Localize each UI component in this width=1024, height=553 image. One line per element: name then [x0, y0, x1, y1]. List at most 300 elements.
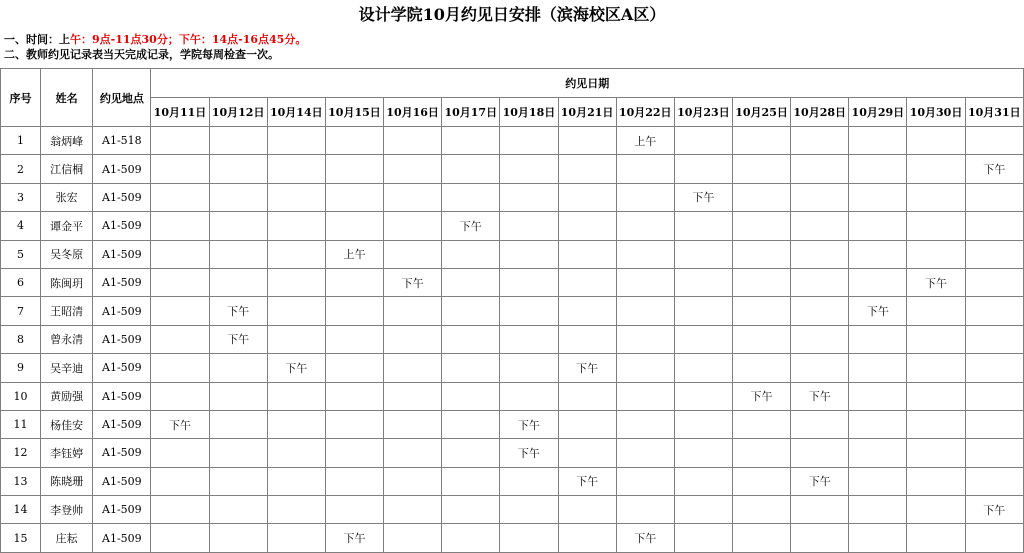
note-time: [4, 33, 306, 47]
cell-slot[interactable]: [849, 240, 907, 268]
cell-name[interactable]: 江信桐: [41, 155, 93, 183]
cell-slot[interactable]: [558, 325, 616, 353]
cell-slot[interactable]: [500, 297, 558, 325]
date-header-cell[interactable]: 10月18日: [500, 98, 558, 127]
cell-slot[interactable]: [267, 496, 325, 524]
cell-slot[interactable]: [151, 382, 209, 410]
cell-name[interactable]: 王昭清: [41, 297, 93, 325]
cell-slot[interactable]: [151, 467, 209, 495]
cell-slot[interactable]: [616, 382, 674, 410]
cell-slot[interactable]: 下午: [907, 268, 965, 296]
cell-slot[interactable]: [965, 183, 1023, 211]
cell-location[interactable]: A1-509: [93, 496, 151, 524]
cell-slot[interactable]: [732, 325, 790, 353]
date-header-cell[interactable]: 10月21日: [558, 98, 616, 127]
cell-slot[interactable]: 下午: [442, 212, 500, 240]
cell-slot[interactable]: [849, 410, 907, 438]
cell-slot[interactable]: [616, 155, 674, 183]
cell-location[interactable]: A1-509: [93, 212, 151, 240]
cell-slot[interactable]: 上午: [616, 127, 674, 155]
cell-slot[interactable]: [732, 212, 790, 240]
cell-slot[interactable]: [849, 354, 907, 382]
cell-slot[interactable]: [732, 297, 790, 325]
cell-slot[interactable]: [616, 439, 674, 467]
cell-slot[interactable]: [558, 240, 616, 268]
cell-slot[interactable]: 下午: [384, 268, 442, 296]
cell-slot[interactable]: [907, 240, 965, 268]
cell-index[interactable]: 11: [1, 410, 41, 438]
table-row: [1, 268, 1024, 296]
cell-slot[interactable]: 下午: [558, 467, 616, 495]
cell-slot[interactable]: [151, 439, 209, 467]
cell-slot[interactable]: [965, 354, 1023, 382]
cell-slot[interactable]: [732, 127, 790, 155]
cell-slot[interactable]: [151, 297, 209, 325]
date-header-cell[interactable]: 10月12日: [209, 98, 267, 127]
cell-slot[interactable]: 下午: [500, 439, 558, 467]
cell-location[interactable]: A1-518: [93, 127, 151, 155]
cell-slot[interactable]: [907, 496, 965, 524]
cell-slot[interactable]: [151, 240, 209, 268]
cell-slot[interactable]: [791, 439, 849, 467]
cell-slot[interactable]: [791, 496, 849, 524]
cell-slot[interactable]: [267, 439, 325, 467]
cell-slot[interactable]: [732, 467, 790, 495]
cell-slot[interactable]: [267, 155, 325, 183]
date-header-cell[interactable]: 10月30日: [907, 98, 965, 127]
cell-slot[interactable]: 下午: [558, 354, 616, 382]
cell-slot[interactable]: [209, 524, 267, 552]
cell-slot[interactable]: [267, 325, 325, 353]
cell-slot[interactable]: [791, 212, 849, 240]
cell-slot[interactable]: [442, 127, 500, 155]
cell-slot[interactable]: [965, 268, 1023, 296]
cell-slot[interactable]: [558, 524, 616, 552]
sheet-title: 设计学院10月约见日安排（滨海校区A区）: [358, 5, 666, 24]
header-location[interactable]: 约见地点: [93, 69, 151, 127]
cell-slot[interactable]: [442, 325, 500, 353]
cell-slot[interactable]: [500, 268, 558, 296]
cell-name[interactable]: 谭金平: [41, 212, 93, 240]
cell-slot[interactable]: [151, 496, 209, 524]
cell-slot[interactable]: [209, 354, 267, 382]
cell-slot[interactable]: [907, 524, 965, 552]
cell-slot[interactable]: [442, 297, 500, 325]
cell-slot[interactable]: [907, 297, 965, 325]
cell-index[interactable]: 3: [1, 183, 41, 211]
cell-slot[interactable]: [209, 212, 267, 240]
cell-index[interactable]: 9: [1, 354, 41, 382]
date-header-row: [1, 98, 1024, 127]
cell-slot[interactable]: [907, 467, 965, 495]
cell-slot[interactable]: [732, 496, 790, 524]
cell-slot[interactable]: [500, 467, 558, 495]
cell-slot[interactable]: [616, 240, 674, 268]
cell-slot[interactable]: [442, 467, 500, 495]
date-header-cell[interactable]: 10月25日: [732, 98, 790, 127]
cell-slot[interactable]: [849, 325, 907, 353]
cell-slot[interactable]: [849, 183, 907, 211]
cell-slot[interactable]: [500, 524, 558, 552]
cell-slot[interactable]: [907, 155, 965, 183]
header-index[interactable]: 序号: [1, 69, 41, 127]
cell-slot[interactable]: [791, 354, 849, 382]
cell-location[interactable]: A1-509: [93, 268, 151, 296]
cell-slot[interactable]: [732, 524, 790, 552]
cell-slot[interactable]: [442, 496, 500, 524]
cell-slot[interactable]: [674, 382, 732, 410]
cell-name[interactable]: 李登帅: [41, 496, 93, 524]
cell-location[interactable]: A1-509: [93, 325, 151, 353]
cell-slot[interactable]: [849, 268, 907, 296]
header-dates-group[interactable]: 约见日期: [151, 69, 1024, 98]
cell-slot[interactable]: [965, 439, 1023, 467]
cell-slot[interactable]: [674, 325, 732, 353]
cell-slot[interactable]: [442, 382, 500, 410]
cell-slot[interactable]: [674, 524, 732, 552]
cell-slot[interactable]: [558, 155, 616, 183]
cell-slot[interactable]: [384, 524, 442, 552]
cell-slot[interactable]: [151, 155, 209, 183]
table-row: [1, 297, 1024, 325]
cell-slot[interactable]: [558, 183, 616, 211]
cell-slot[interactable]: [384, 496, 442, 524]
cell-slot[interactable]: [384, 240, 442, 268]
cell-slot[interactable]: [384, 354, 442, 382]
cell-slot[interactable]: 下午: [965, 155, 1023, 183]
cell-name[interactable]: 李钰婷: [41, 439, 93, 467]
cell-slot[interactable]: [209, 439, 267, 467]
cell-slot[interactable]: [209, 496, 267, 524]
cell-slot[interactable]: [384, 297, 442, 325]
cell-slot[interactable]: 下午: [151, 410, 209, 438]
cell-slot[interactable]: [442, 410, 500, 438]
cell-slot[interactable]: [907, 325, 965, 353]
date-header-cell[interactable]: 10月28日: [791, 98, 849, 127]
cell-slot[interactable]: [325, 268, 383, 296]
cell-name[interactable]: 陈闽玥: [41, 268, 93, 296]
cell-slot[interactable]: [849, 524, 907, 552]
cell-index[interactable]: 2: [1, 155, 41, 183]
date-header-cell[interactable]: 10月31日: [965, 98, 1023, 127]
cell-name[interactable]: 吴冬原: [41, 240, 93, 268]
cell-slot[interactable]: [674, 297, 732, 325]
cell-slot[interactable]: [325, 212, 383, 240]
cell-slot[interactable]: [558, 382, 616, 410]
cell-slot[interactable]: [151, 354, 209, 382]
date-header-cell[interactable]: 10月29日: [849, 98, 907, 127]
cell-slot[interactable]: [384, 467, 442, 495]
cell-slot[interactable]: 下午: [849, 297, 907, 325]
cell-location[interactable]: A1-509: [93, 410, 151, 438]
date-header-cell[interactable]: 10月22日: [616, 98, 674, 127]
cell-slot[interactable]: [907, 410, 965, 438]
cell-slot[interactable]: [209, 382, 267, 410]
cell-location[interactable]: A1-509: [93, 467, 151, 495]
cell-slot[interactable]: [674, 155, 732, 183]
cell-name[interactable]: 吴辛迪: [41, 354, 93, 382]
cell-slot[interactable]: [558, 410, 616, 438]
cell-slot[interactable]: [907, 354, 965, 382]
cell-slot[interactable]: [791, 410, 849, 438]
cell-slot[interactable]: [732, 410, 790, 438]
cell-slot[interactable]: [965, 127, 1023, 155]
cell-slot[interactable]: [965, 382, 1023, 410]
cell-name[interactable]: 庄耘: [41, 524, 93, 552]
cell-slot[interactable]: [616, 410, 674, 438]
cell-slot[interactable]: [616, 467, 674, 495]
cell-slot[interactable]: [209, 268, 267, 296]
cell-slot[interactable]: [791, 127, 849, 155]
cell-slot[interactable]: [384, 325, 442, 353]
cell-slot[interactable]: [849, 382, 907, 410]
cell-index[interactable]: 8: [1, 325, 41, 353]
cell-slot[interactable]: [500, 127, 558, 155]
cell-location[interactable]: A1-509: [93, 524, 151, 552]
cell-slot[interactable]: [558, 496, 616, 524]
cell-slot[interactable]: [442, 183, 500, 211]
cell-slot[interactable]: [325, 496, 383, 524]
cell-location[interactable]: A1-509: [93, 155, 151, 183]
cell-slot[interactable]: [558, 297, 616, 325]
date-header-cell[interactable]: 10月17日: [442, 98, 500, 127]
cell-slot[interactable]: [732, 183, 790, 211]
cell-slot[interactable]: 下午: [791, 382, 849, 410]
cell-index[interactable]: 12: [1, 439, 41, 467]
cell-slot[interactable]: [151, 127, 209, 155]
cell-slot[interactable]: [616, 325, 674, 353]
cell-slot[interactable]: [384, 382, 442, 410]
cell-slot[interactable]: [500, 354, 558, 382]
cell-slot[interactable]: [791, 524, 849, 552]
cell-slot[interactable]: [791, 183, 849, 211]
cell-slot[interactable]: [907, 439, 965, 467]
schedule-rows: [1, 127, 1024, 553]
cell-slot[interactable]: [384, 410, 442, 438]
cell-slot[interactable]: [500, 212, 558, 240]
cell-slot[interactable]: [907, 183, 965, 211]
cell-slot[interactable]: [849, 439, 907, 467]
cell-slot[interactable]: [674, 268, 732, 296]
cell-index[interactable]: 13: [1, 467, 41, 495]
cell-slot[interactable]: [209, 410, 267, 438]
cell-slot[interactable]: [674, 439, 732, 467]
cell-slot[interactable]: [849, 467, 907, 495]
cell-slot[interactable]: [384, 212, 442, 240]
cell-slot[interactable]: [325, 382, 383, 410]
cell-slot[interactable]: [674, 240, 732, 268]
cell-location[interactable]: A1-509: [93, 183, 151, 211]
cell-slot[interactable]: [849, 496, 907, 524]
cell-slot[interactable]: [558, 127, 616, 155]
cell-slot[interactable]: [674, 410, 732, 438]
cell-slot[interactable]: [267, 212, 325, 240]
cell-slot[interactable]: [325, 325, 383, 353]
cell-index[interactable]: 7: [1, 297, 41, 325]
cell-slot[interactable]: [616, 268, 674, 296]
cell-slot[interactable]: [732, 240, 790, 268]
cell-slot[interactable]: 下午: [674, 183, 732, 211]
cell-slot[interactable]: [965, 240, 1023, 268]
cell-slot[interactable]: [732, 268, 790, 296]
table-row: [1, 439, 1024, 467]
cell-slot[interactable]: [267, 382, 325, 410]
cell-slot[interactable]: [965, 410, 1023, 438]
cell-slot[interactable]: [907, 212, 965, 240]
date-header-cell[interactable]: 10月14日: [267, 98, 325, 127]
header-name[interactable]: 姓名: [41, 69, 93, 127]
cell-slot[interactable]: [325, 297, 383, 325]
cell-slot[interactable]: [500, 240, 558, 268]
cell-name[interactable]: 陈晓珊: [41, 467, 93, 495]
cell-location[interactable]: A1-509: [93, 354, 151, 382]
cell-slot[interactable]: [791, 240, 849, 268]
cell-slot[interactable]: [791, 155, 849, 183]
cell-slot[interactable]: [267, 268, 325, 296]
cell-name[interactable]: 杨佳安: [41, 410, 93, 438]
cell-slot[interactable]: [849, 212, 907, 240]
cell-slot[interactable]: [849, 127, 907, 155]
cell-slot[interactable]: [151, 183, 209, 211]
cell-slot[interactable]: [267, 524, 325, 552]
cell-slot[interactable]: 下午: [791, 467, 849, 495]
table-row: [1, 354, 1024, 382]
cell-slot[interactable]: [442, 268, 500, 296]
cell-slot[interactable]: [442, 155, 500, 183]
cell-slot[interactable]: [325, 439, 383, 467]
cell-slot[interactable]: [500, 183, 558, 211]
cell-slot[interactable]: [267, 410, 325, 438]
cell-slot[interactable]: [384, 183, 442, 211]
cell-slot[interactable]: [558, 439, 616, 467]
cell-name[interactable]: 曾永清: [41, 325, 93, 353]
cell-slot[interactable]: [965, 297, 1023, 325]
cell-slot[interactable]: [558, 212, 616, 240]
cell-slot[interactable]: [791, 297, 849, 325]
cell-slot[interactable]: [442, 524, 500, 552]
date-header-cell[interactable]: 10月15日: [325, 98, 383, 127]
cell-slot[interactable]: [442, 240, 500, 268]
cell-slot[interactable]: [267, 240, 325, 268]
cell-slot[interactable]: [209, 183, 267, 211]
cell-index[interactable]: 10: [1, 382, 41, 410]
cell-location[interactable]: A1-509: [93, 382, 151, 410]
cell-slot[interactable]: [674, 354, 732, 382]
cell-slot[interactable]: [791, 268, 849, 296]
cell-slot[interactable]: 上午: [325, 240, 383, 268]
cell-slot[interactable]: 下午: [500, 410, 558, 438]
cell-slot[interactable]: [384, 155, 442, 183]
cell-slot[interactable]: [732, 354, 790, 382]
cell-slot[interactable]: [442, 354, 500, 382]
cell-slot[interactable]: [151, 524, 209, 552]
cell-slot[interactable]: [267, 183, 325, 211]
cell-slot[interactable]: [325, 354, 383, 382]
cell-slot[interactable]: [267, 467, 325, 495]
cell-name[interactable]: 翁炳峰: [41, 127, 93, 155]
cell-slot[interactable]: [616, 354, 674, 382]
cell-slot[interactable]: [616, 297, 674, 325]
cell-index[interactable]: 4: [1, 212, 41, 240]
note-time-prefix: 一、时间：上: [4, 33, 70, 46]
cell-slot[interactable]: [384, 439, 442, 467]
cell-location[interactable]: A1-509: [93, 240, 151, 268]
cell-slot[interactable]: [325, 183, 383, 211]
cell-slot[interactable]: [674, 127, 732, 155]
cell-slot[interactable]: [209, 127, 267, 155]
cell-slot[interactable]: [558, 268, 616, 296]
cell-slot[interactable]: [325, 155, 383, 183]
note-time-detail: 午：9点-11点30分；下午：14点-16点45分。: [70, 33, 307, 46]
cell-slot[interactable]: [325, 467, 383, 495]
cell-slot[interactable]: [209, 155, 267, 183]
cell-slot[interactable]: [965, 325, 1023, 353]
cell-slot[interactable]: [616, 183, 674, 211]
cell-slot[interactable]: [151, 212, 209, 240]
cell-slot[interactable]: [674, 496, 732, 524]
cell-slot[interactable]: 下午: [267, 354, 325, 382]
cell-slot[interactable]: 下午: [732, 382, 790, 410]
cell-slot[interactable]: [965, 524, 1023, 552]
cell-slot[interactable]: [616, 496, 674, 524]
cell-slot[interactable]: 下午: [209, 297, 267, 325]
cell-slot[interactable]: [732, 155, 790, 183]
cell-slot[interactable]: [674, 467, 732, 495]
cell-slot[interactable]: 下午: [616, 524, 674, 552]
cell-slot[interactable]: 下午: [965, 496, 1023, 524]
cell-location[interactable]: A1-509: [93, 439, 151, 467]
cell-slot[interactable]: [500, 155, 558, 183]
cell-slot[interactable]: [151, 325, 209, 353]
cell-slot[interactable]: [267, 297, 325, 325]
cell-slot[interactable]: [151, 268, 209, 296]
cell-slot[interactable]: [791, 325, 849, 353]
cell-slot[interactable]: [325, 127, 383, 155]
cell-slot[interactable]: [907, 127, 965, 155]
cell-slot[interactable]: [965, 467, 1023, 495]
cell-slot[interactable]: [907, 382, 965, 410]
cell-slot[interactable]: [500, 382, 558, 410]
cell-slot[interactable]: [267, 127, 325, 155]
cell-slot[interactable]: [384, 127, 442, 155]
cell-slot[interactable]: [965, 212, 1023, 240]
cell-slot[interactable]: [500, 325, 558, 353]
cell-slot[interactable]: [616, 212, 674, 240]
cell-index[interactable]: 14: [1, 496, 41, 524]
cell-slot[interactable]: [442, 439, 500, 467]
cell-slot[interactable]: 下午: [209, 325, 267, 353]
cell-slot[interactable]: [325, 410, 383, 438]
date-header-cell[interactable]: 10月11日: [151, 98, 209, 127]
date-header-cell[interactable]: 10月23日: [674, 98, 732, 127]
cell-slot[interactable]: [849, 155, 907, 183]
cell-slot[interactable]: [500, 496, 558, 524]
cell-name[interactable]: 黄励强: [41, 382, 93, 410]
table-row: [1, 183, 1024, 211]
cell-name[interactable]: 张宏: [41, 183, 93, 211]
cell-slot[interactable]: [209, 467, 267, 495]
cell-slot[interactable]: [674, 212, 732, 240]
cell-index[interactable]: 15: [1, 524, 41, 552]
cell-slot[interactable]: [732, 439, 790, 467]
cell-location[interactable]: A1-509: [93, 297, 151, 325]
cell-index[interactable]: 1: [1, 127, 41, 155]
cell-index[interactable]: 6: [1, 268, 41, 296]
cell-index[interactable]: 5: [1, 240, 41, 268]
cell-slot[interactable]: [209, 240, 267, 268]
cell-slot[interactable]: 下午: [325, 524, 383, 552]
date-header-cell[interactable]: 10月16日: [384, 98, 442, 127]
